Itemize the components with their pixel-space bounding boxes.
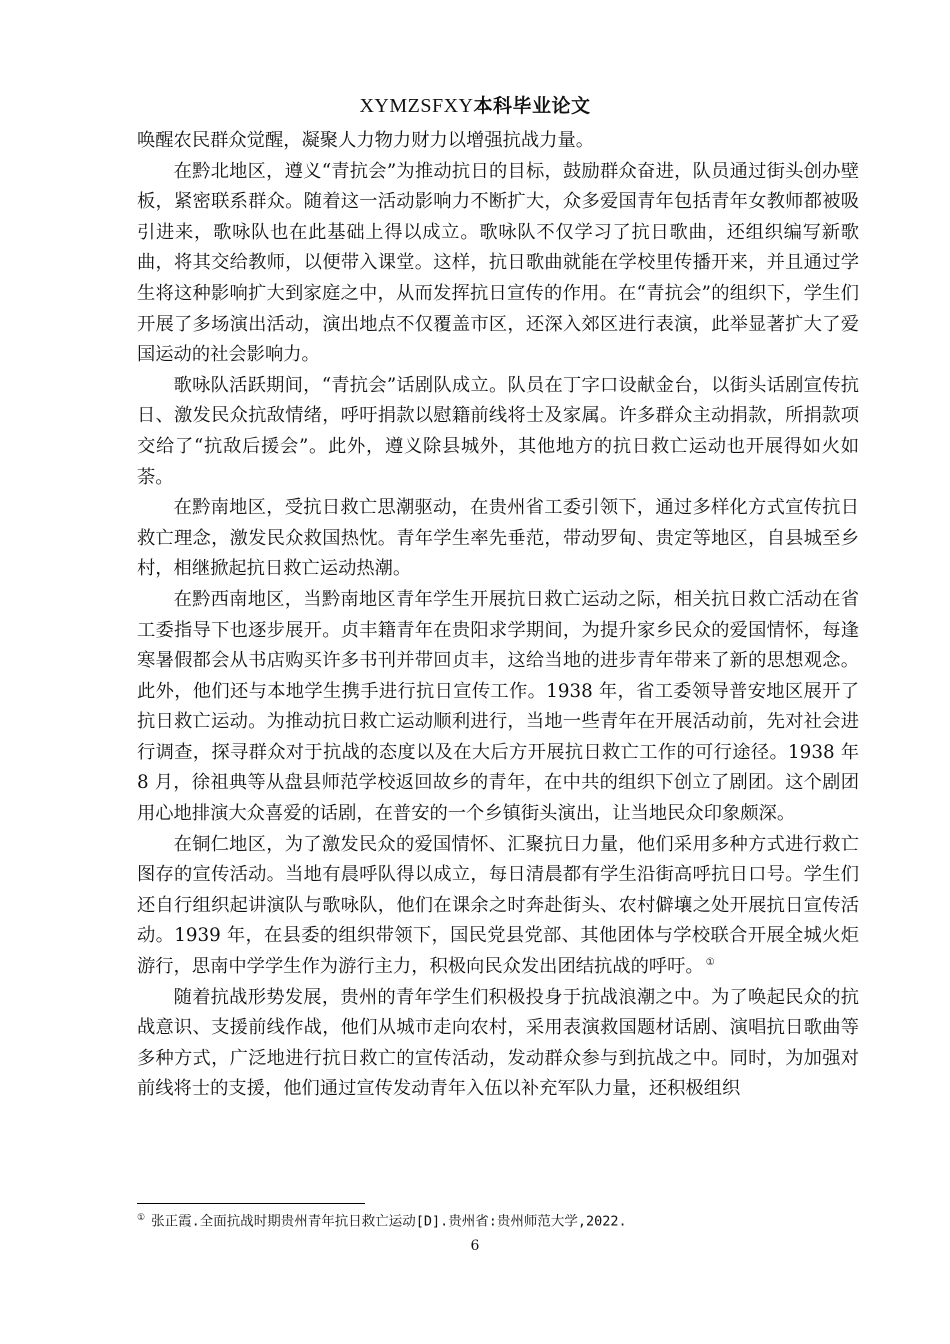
footnote-mark: ① xyxy=(137,1213,146,1223)
footnote-separator xyxy=(137,1203,365,1204)
paragraph: 唤醒农民群众觉醒，凝聚人力物力财力以增强抗战力量。 xyxy=(137,130,595,151)
footnote-reference[interactable]: ① xyxy=(705,956,715,968)
page-header xyxy=(0,92,950,119)
footnote xyxy=(137,1209,859,1231)
paragraph: 在黔西南地区，当黔南地区青年学生开展抗日救亡运动之际，相关抗日救亡活动在省工委指导下也逐步展开。贞丰籍青年在贵阳求学期间，为提升家乡民众的爱国情怀，每逢寒暑假都会从书店购买许多书刊并带回贞丰，这给当地的进步青年带来了新的思想观念。此外，他们还与本地学生携手进行抗日宣传工作。1938 年，省工委领导普安地区展开了抗日救亡运动。为推动抗日救亡运动顺利进行，当地一些青年在开展活动前，先对社会进行调查，探寻群众对于抗战的态度以及在大后方开展抗日救亡工作的可行途径。1938 年 8 月，徐祖典等从盘县师范学校返回故乡的青年，在中共的组织下创立了剧团。这个剧团用心地排演大众喜爱的话剧，在普安的一个乡镇街头演出，让当地民众印象颇深。 xyxy=(137,588,859,825)
header-title: 本科毕业论文 xyxy=(473,95,591,117)
page-body xyxy=(137,126,859,1105)
footnote-text: 张正霞.全面抗战时期贵州青年抗日救亡运动[D].贵州省:贵州师范大学,2022. xyxy=(151,1213,627,1230)
paragraph-with-footnote xyxy=(137,830,859,983)
page-number: 6 xyxy=(470,1238,480,1254)
paragraph: 在黔北地区，遵义“青抗会”为推动抗日的目标，鼓励群众奋进，队员通过街头创办壁板，紧密联系群众。随着这一活动影响力不断扩大，众多爱国青年包括青年女教师都被吸引进来，歌咏队也在此基础上得以成立。歌咏队不仅学习了抗日歌曲，还组织编写新歌曲，将其交给教师，以便带入课堂。这样，抗日歌曲就能在学校里传播开来，并且通过学生将这种影响扩大到家庭之中，从而发挥抗日宣传的作用。在“青抗会”的组织下，学生们开展了多场演出活动，演出地点不仅覆盖市区，还深入郊区进行表演，此举显著扩大了爱国运动的社会影响力。 xyxy=(137,160,859,366)
paragraph: 在黔南地区，受抗日救亡思潮驱动，在贵州省工委引领下，通过多样化方式宣传抗日救亡理念，激发民众救国热忱。青年学生率先垂范，带动罗甸、贵定等地区，自县城至乡村，相继掀起抗日救亡运动热潮。 xyxy=(137,497,859,580)
paragraph-text: 在铜仁地区，为了激发民众的爱国情怀、汇聚抗日力量，他们采用多种方式进行救亡图存的宣传活动。当地有晨呼队得以成立，每日清晨都有学生沿街高呼抗日口号。学生们还自行组织起讲演队与歌咏队，他们在课余之时奔赴街头、农村僻壤之处开展抗日宣传活动。1939 年，在县委的组织带领下，国民党县党部、其他团体与学校联合开展全城火炬游行，思南中学学生作为游行主力，积极向民众发出团结抗战的呼吁。 xyxy=(137,833,859,978)
paragraph: 歌咏队活跃期间，“青抗会”话剧队成立。队员在丁字口设献金台，以街头话剧宣传抗日、激发民众抗敌情绪，呼吁捐款以慰籍前线将士及家属。许多群众主动捐款，所捐款项交给了“抗敌后援会”。此外，遵义除县城外，其他地方的抗日救亡运动也开展得如火如荼。 xyxy=(137,374,859,488)
paragraph: 随着抗战形势发展，贵州的青年学生们积极投身于抗战浪潮之中。为了唤起民众的抗战意识、支援前线作战，他们从城市走向农村，采用表演救国题材话剧、演唱抗日歌曲等多种方式，广泛地进行抗日救亡的宣传活动，发动群众参与到抗战之中。同时，为加强对前线将士的支援，他们通过宣传发动青年入伍以补充军队力量，还积极组织 xyxy=(137,986,859,1100)
header-code: XYMZSFXY xyxy=(359,95,474,117)
